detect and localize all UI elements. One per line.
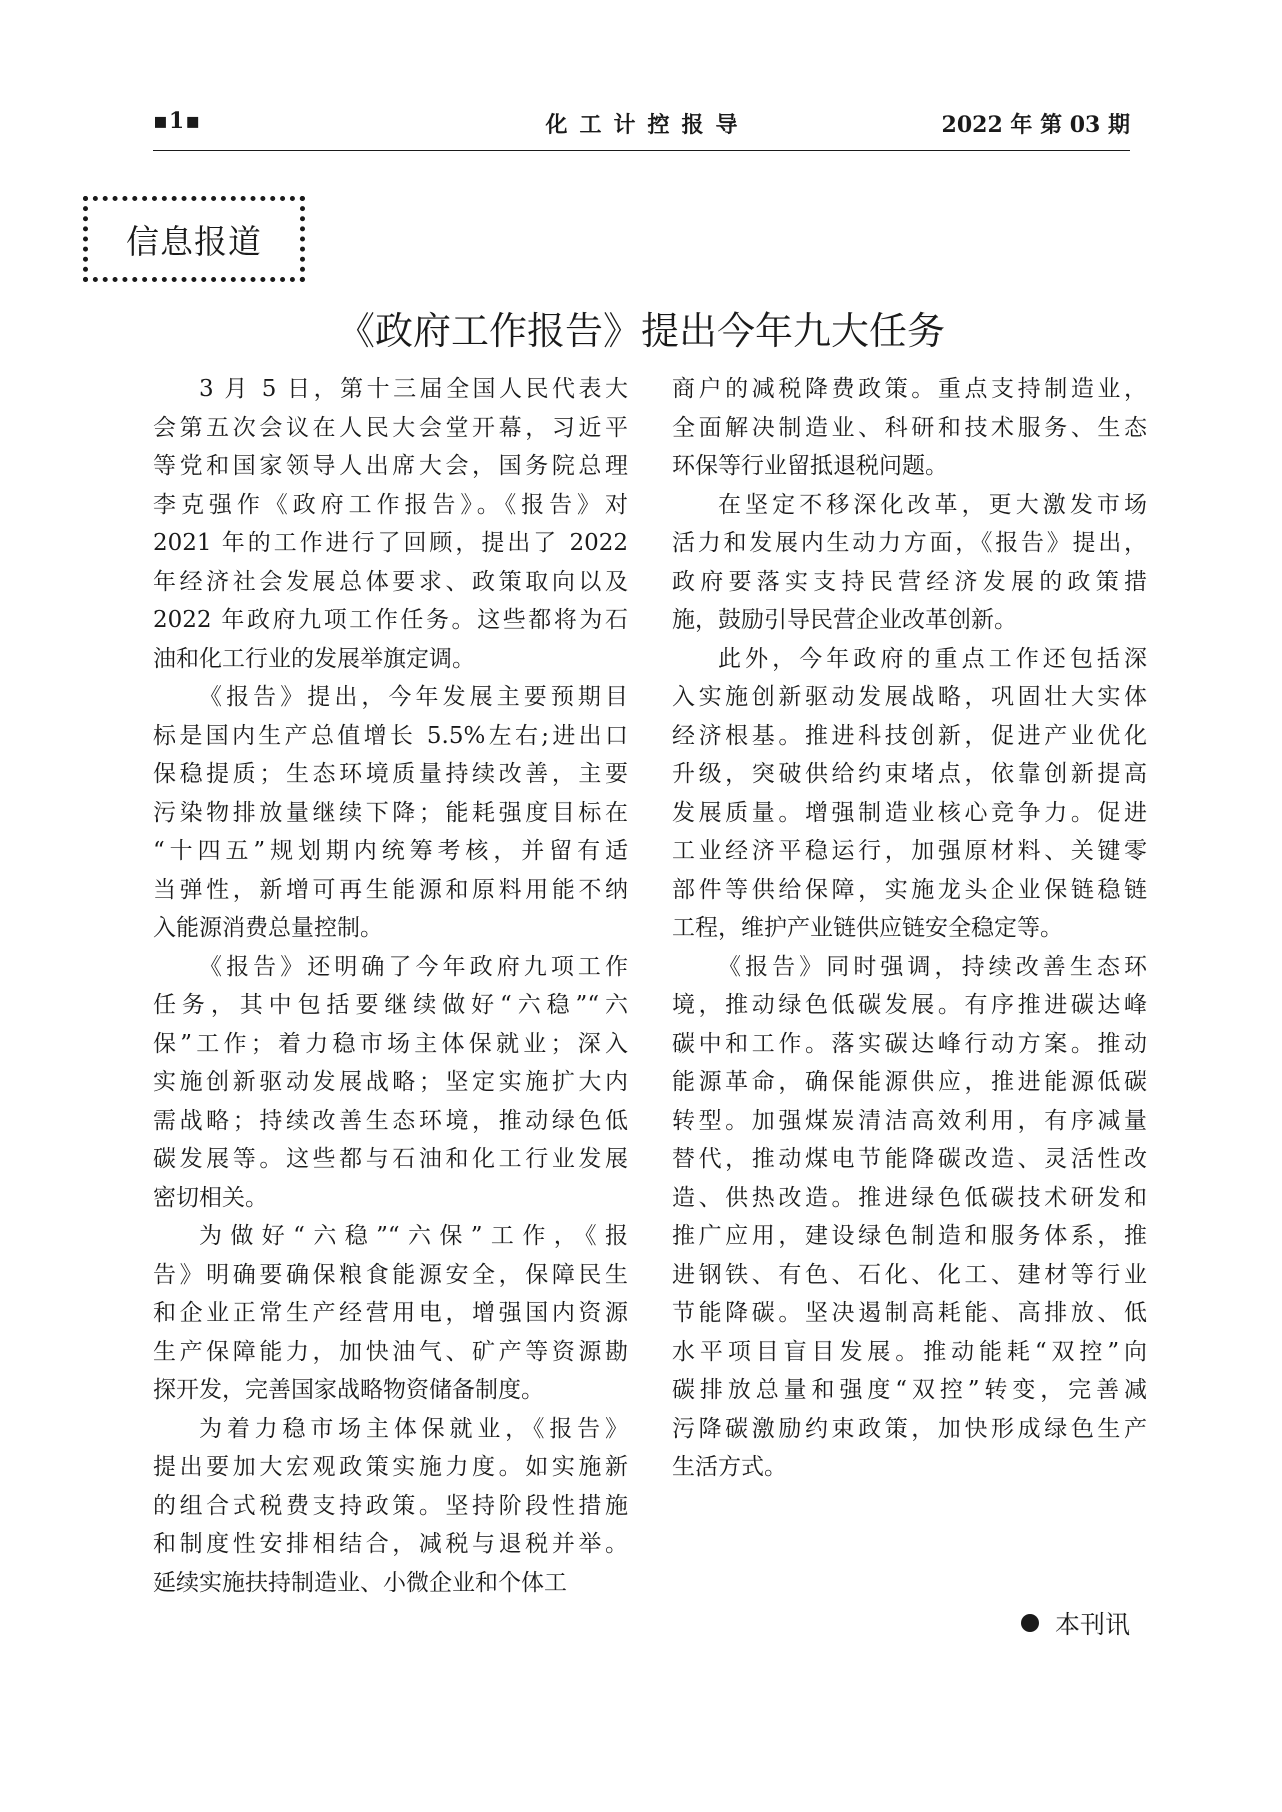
text-line: 碳中和工作。落实碳达峰行动方案。推动 xyxy=(672,1030,1147,1057)
article-title: 《政府工作报告》提出今年九大任务 xyxy=(336,309,945,353)
page-number: ▪1▪ xyxy=(153,108,202,134)
text-line: 2022 年政府九项工作任务。这些都将为石 xyxy=(153,607,628,633)
text-line: 3 月 5 日，第十三届全国人民代表大 xyxy=(199,376,628,402)
text-line: 告》明确要确保粮食能源安全，保障民生 xyxy=(153,1261,628,1288)
text-line: “十四五”规划期内统筹考核，并留有适 xyxy=(153,838,628,864)
paragraph xyxy=(153,678,628,948)
text-line: 保稳提质；生态环境质量持续改善，主要 xyxy=(153,761,628,787)
paragraph xyxy=(672,370,1147,486)
text-line: 工业经济平稳运行，加强原材料、关键零 xyxy=(672,838,1147,864)
section-label-box xyxy=(83,196,305,282)
text-line: 实施创新驱动发展战略；坚定实施扩大内 xyxy=(153,1069,628,1095)
text-line: 为着力稳市场主体保就业，《报告》 xyxy=(199,1415,628,1442)
text-line: 水平项目盲目发展。推动能耗“双控”向 xyxy=(672,1338,1147,1365)
text-line: 升级，突破供给约束堵点，依靠创新提高 xyxy=(672,761,1147,787)
text-line: 生产保障能力，加快油气、矿产等资源勘 xyxy=(153,1338,628,1365)
text-line: 等党和国家领导人出席大会，国务院总理 xyxy=(153,453,628,479)
text-line: 入能源消费总量控制。 xyxy=(153,915,383,941)
text-line: 生活方式。 xyxy=(672,1454,787,1480)
text-line: 油和化工行业的发展举旗定调。 xyxy=(153,645,475,672)
journal-name: 化工计控报导 xyxy=(545,112,750,138)
paragraph xyxy=(672,486,1147,640)
text-line: 为做好“六稳”“六保”工作，《报 xyxy=(199,1223,628,1249)
text-line: 延续实施扶持制造业、小微企业和个体工 xyxy=(153,1569,567,1596)
article-column-left xyxy=(153,370,628,1602)
text-line: 全面解决制造业、科研和技术服务、生态 xyxy=(672,414,1147,441)
text-line: 造、供热改造。推进绿色低碳技术研发和 xyxy=(672,1184,1147,1211)
byline-text: 本刊讯 xyxy=(1054,1610,1130,1639)
text-line: 年经济社会发展总体要求、政策取向以及 xyxy=(153,568,628,595)
paragraph xyxy=(153,1410,628,1603)
text-line: 《报告》提出，今年发展主要预期目 xyxy=(199,684,628,710)
text-line: 李克强作《政府工作报告》。《报告》对 xyxy=(153,491,628,518)
text-line: 任务，其中包括要继续做好“六稳”“六 xyxy=(153,992,628,1018)
text-line: 在坚定不移深化改革，更大激发市场 xyxy=(718,491,1147,518)
text-line: 入实施创新驱动发展战略，巩固壮大实体 xyxy=(672,684,1147,710)
text-line: 碳排放总量和强度“双控”转变，完善减 xyxy=(672,1377,1147,1403)
paragraph xyxy=(153,370,628,678)
text-line: 商户的减税降费政策。重点支持制造业， xyxy=(672,376,1147,402)
text-line: 进钢铁、有色、石化、化工、建材等行业 xyxy=(672,1261,1147,1288)
text-line: 标是国内生产总值增长 5.5%左右;进出口 xyxy=(153,722,628,749)
text-line: 政府要落实支持民营经济发展的政策措 xyxy=(672,568,1147,595)
text-line: 探开发，完善国家战略物资储备制度。 xyxy=(153,1377,544,1403)
text-line: 部件等供给保障，实施龙头企业保链稳链 xyxy=(672,876,1147,903)
text-line: 密切相关。 xyxy=(153,1184,268,1211)
text-line: 施，鼓励引导民营企业改革创新。 xyxy=(672,607,1017,633)
issue-label: 2022 年 第 03 期 xyxy=(941,112,1130,138)
text-line: 经济根基。推进科技创新，促进产业优化 xyxy=(672,722,1147,749)
text-line: 当弹性，新增可再生能源和原料用能不纳 xyxy=(153,876,628,903)
paragraph xyxy=(153,1217,628,1410)
paragraph xyxy=(672,948,1147,1487)
text-line: 工程，维护产业链供应链安全稳定等。 xyxy=(672,915,1063,941)
text-line: 提出要加大宏观政策实施力度。如实施新 xyxy=(153,1454,628,1480)
running-header xyxy=(153,104,1130,144)
paragraph xyxy=(153,948,628,1218)
text-line: 此外，今年政府的重点工作还包括深 xyxy=(718,645,1147,672)
text-line: 节能降碳。坚决遏制高耗能、高排放、低 xyxy=(672,1300,1147,1326)
text-line: 境，推动绿色低碳发展。有序推进碳达峰 xyxy=(672,992,1147,1018)
text-line: 替代，推动煤电节能降碳改造、灵活性改 xyxy=(672,1146,1147,1172)
text-line: 转型。加强煤炭清洁高效利用，有序减量 xyxy=(672,1107,1147,1134)
text-line: 《报告》还明确了今年政府九项工作 xyxy=(199,953,628,980)
text-line: 污染物排放量继续下降；能耗强度目标在 xyxy=(153,799,628,826)
text-line: 保”工作；着力稳市场主体保就业；深入 xyxy=(153,1030,628,1057)
text-line: 推广应用，建设绿色制造和服务体系，推 xyxy=(672,1223,1147,1249)
section-label: 信息报道 xyxy=(126,221,262,261)
article-column-right xyxy=(672,370,1147,1487)
header-divider xyxy=(153,150,1130,151)
text-line: 环保等行业留抵退税问题。 xyxy=(672,453,948,479)
text-line: 需战略；持续改善生态环境，推动绿色低 xyxy=(153,1107,628,1134)
text-line: 会第五次会议在人民大会堂开幕，习近平 xyxy=(153,414,628,441)
text-line: 活力和发展内生动力方面，《报告》提出， xyxy=(672,530,1147,556)
byline xyxy=(1021,1605,1130,1641)
text-line: 的组合式税费支持政策。坚持阶段性措施 xyxy=(153,1492,628,1519)
filled-circle-icon xyxy=(1021,1614,1039,1632)
text-line: 和制度性安排相结合，减税与退税并举。 xyxy=(153,1531,628,1557)
text-line: 碳发展等。这些都与石油和化工行业发展 xyxy=(153,1146,628,1172)
text-line: 《报告》同时强调，持续改善生态环 xyxy=(718,953,1147,980)
text-line: 和企业正常生产经营用电，增强国内资源 xyxy=(153,1300,628,1326)
text-line: 2021 年的工作进行了回顾，提出了 2022 xyxy=(153,530,628,556)
text-line: 发展质量。增强制造业核心竞争力。促进 xyxy=(672,799,1147,826)
paragraph xyxy=(672,640,1147,948)
text-line: 能源革命，确保能源供应，推进能源低碳 xyxy=(672,1069,1147,1095)
text-line: 污降碳激励约束政策，加快形成绿色生产 xyxy=(672,1415,1147,1442)
